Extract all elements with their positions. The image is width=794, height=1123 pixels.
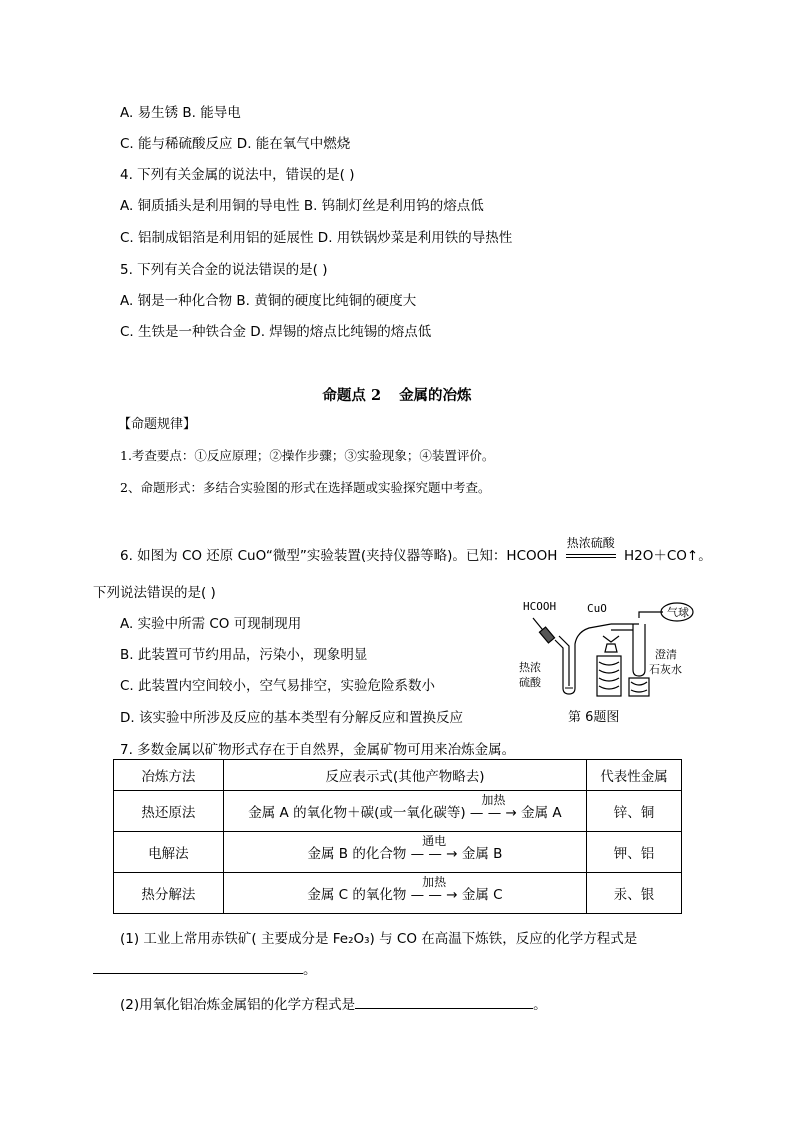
section-label: 命题点 2 (322, 387, 382, 404)
smelting-table (113, 759, 682, 914)
expr-reactant: 金属 B 的化合物 (307, 846, 407, 862)
q6-option-b: B. 此装置可节约用品，污染小，现象明显 (120, 647, 368, 663)
rule-1: 1.考查要点：①反应原理；②操作步骤；③实验现象；④装置评价。 (120, 448, 495, 463)
q7-stem: 7. 多数金属以矿物形式存在于自然界，金属矿物可用来冶炼金属。 (120, 742, 516, 758)
rule-title: 【命题规律】 (118, 417, 197, 432)
q5-stem: 5. 下列有关合金的说法错误的是( ) (120, 262, 328, 278)
expr-product: 金属 B (461, 846, 503, 862)
answer-blank-1[interactable] (93, 973, 303, 974)
table-row (114, 873, 682, 914)
expr-product: 金属 A (521, 805, 562, 821)
q6-stem (120, 536, 712, 564)
table-header-row (114, 760, 682, 791)
q7-sub2-end: 。 (533, 997, 547, 1013)
q7-sub1: (1) 工业上常用赤铁矿( 主要成分是 Fe₂O₃) 与 CO 在高温下炼铁，反应的化学方程式是 (120, 931, 638, 947)
expr-reactant: 金属 A 的氧化物＋碳(或一氧化碳等) (248, 805, 466, 821)
method-cell: 电解法 (114, 832, 224, 873)
q6-stem-post: H2O＋CO↑。 (624, 548, 712, 564)
expression-cell (223, 832, 586, 873)
q6-stem2: 下列说法错误的是( ) (93, 585, 216, 601)
q4-option-cd: C. 铝制成铝箔是利用铝的延展性 D. 用铁锅炒菜是利用铁的导热性 (120, 230, 513, 246)
method-cell: 热还原法 (114, 791, 224, 832)
label-cuo: CuO (587, 602, 607, 615)
q6-stem-pre: 6. 如图为 CO 还原 CuO“微型”实验装置(夹持仪器等略)。已知：HCOOH (120, 548, 558, 564)
metals-cell: 汞、银 (587, 873, 682, 914)
reaction-arrow: 加热 — — → (469, 793, 517, 821)
rule-2: 2、命题形式：多结合实验图的形式在选择题或实验探究题中考查。 (120, 480, 491, 495)
label-lime-2: 石灰水 (649, 663, 682, 676)
q6-option-c: C. 此装置内空间较小，空气易排空，实验危险系数小 (120, 678, 436, 694)
label-hot-acid-2: 硫酸 (519, 676, 541, 689)
reaction-condition: 加热 (422, 875, 447, 889)
expr-product: 金属 C (461, 887, 503, 903)
q4-stem: 4. 下列有关金属的说法中，错误的是( ) (120, 167, 355, 183)
q7-sub2-text: (2)用氧化铝冶炼金属铝的化学方程式是 (120, 997, 356, 1013)
q7-sub1-end: 。 (303, 962, 317, 978)
apparatus-drawing (515, 598, 700, 700)
table-header-cell: 冶炼方法 (114, 760, 224, 791)
label-lime-1: 澄清 (655, 648, 677, 661)
metals-cell: 钾、铝 (587, 832, 682, 873)
reaction-condition: 通电 (422, 834, 447, 848)
answer-blank-2[interactable] (355, 1008, 533, 1009)
q6-apparatus-figure (515, 598, 700, 704)
table-header-cell: 反应表示式(其他产物略去) (223, 760, 586, 791)
q7-sub2 (120, 993, 547, 1013)
q6-option-a: A. 实验中所需 CO 可现制现用 (120, 616, 302, 632)
q5-option-ab: A. 钢是一种化合物 B. 黄铜的硬度比纯铜的硬度大 (120, 293, 417, 309)
table-header-cell: 代表性金属 (587, 760, 682, 791)
q6-condition-arrow (566, 536, 616, 564)
table-row (114, 791, 682, 832)
q4-option-ab: A. 铜质插头是利用铜的导电性 B. 钨制灯丝是利用钨的熔点低 (120, 198, 484, 214)
label-hot-acid-1: 热浓 (519, 661, 541, 674)
expression-cell (223, 791, 586, 832)
expr-reactant: 金属 C 的氧化物 (307, 887, 407, 903)
method-cell: 热分解法 (114, 873, 224, 914)
expression-cell (223, 873, 586, 914)
q6-option-d: D. 该实验中所涉及反应的基本类型有分解反应和置换反应 (120, 710, 463, 726)
label-hcooh: HCOOH (523, 600, 557, 613)
q3-option-cd: C. 能与稀硫酸反应 D. 能在氧气中燃烧 (120, 136, 351, 152)
label-balloon: 气球 (667, 606, 689, 619)
reaction-condition: 加热 (481, 793, 506, 807)
reaction-arrow: 加热 — — → (410, 875, 458, 903)
section-title: 金属的冶炼 (399, 387, 472, 404)
section-heading (0, 384, 794, 405)
metals-cell: 锌、铜 (587, 791, 682, 832)
reaction-arrow: 通电 — — → (410, 834, 458, 862)
q6-figure-caption: 第 6题图 (568, 710, 620, 725)
table-row (114, 832, 682, 873)
q5-option-cd: C. 生铁是一种铁合金 D. 焊锡的熔点比纯锡的熔点低 (120, 324, 432, 340)
q6-condition: 热浓硫酸 (566, 536, 615, 550)
q3-option-ab: A. 易生锈 B. 能导电 (120, 105, 241, 121)
q7-sub1-answer (93, 958, 317, 978)
